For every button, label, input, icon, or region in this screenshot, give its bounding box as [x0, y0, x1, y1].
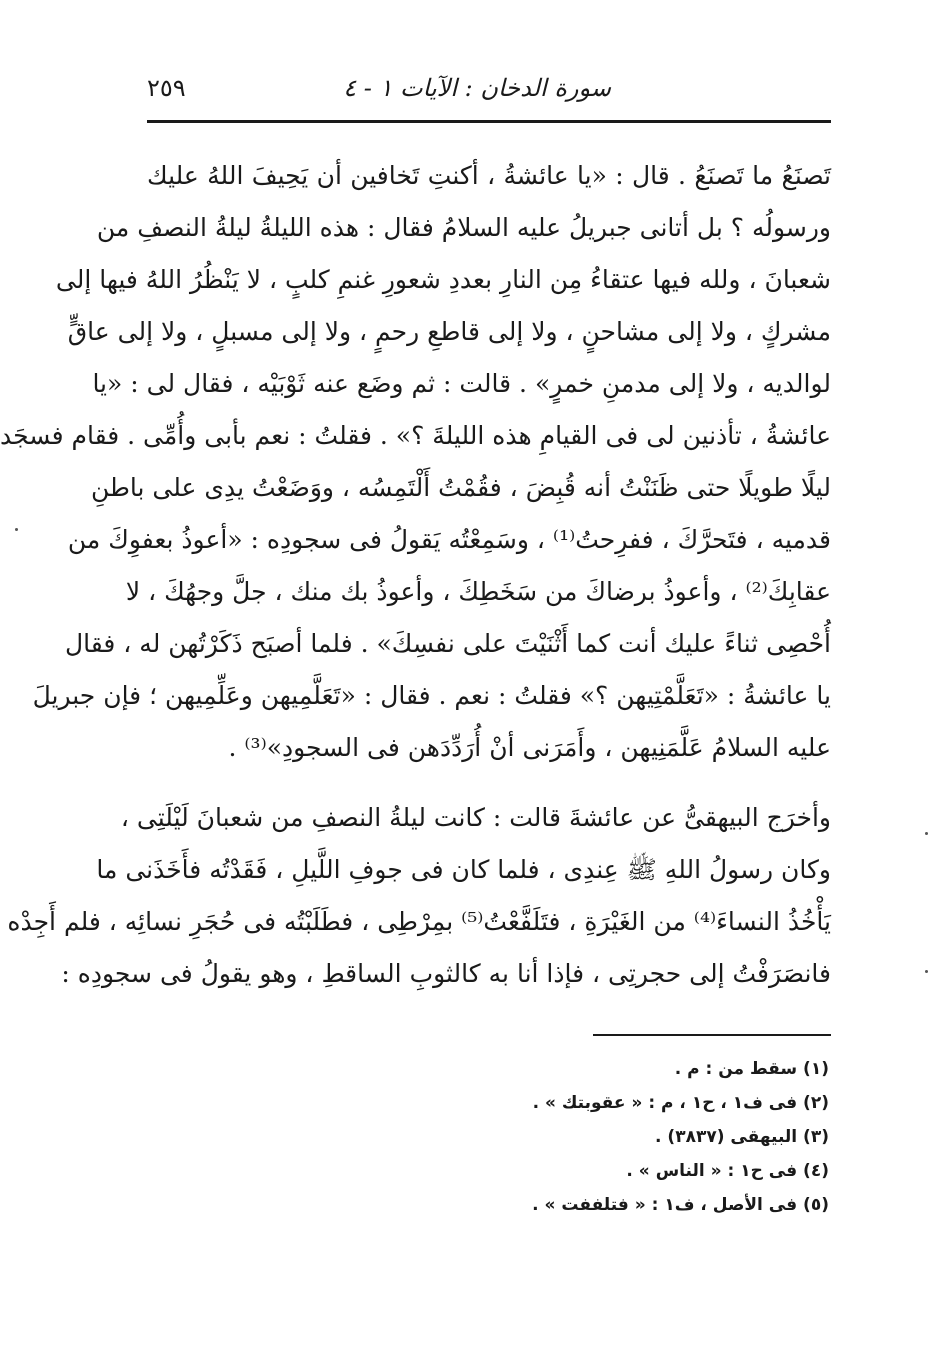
- text-line: تَصنَعُ ما تَصنَعُ . قال : «يا عائشةُ ، أكنتِ تَخافين أن يَحِيفَ اللهُ عليك: [147, 161, 831, 190]
- header-divider: [147, 120, 831, 123]
- chapter-title: سورة الدخان : الآيات ١ - ٤: [343, 74, 611, 102]
- footnote: (٢) فى ف١ ، ح١ ، م : « عقوبتك » .: [532, 1093, 829, 1113]
- paragraph-2: [7, 792, 831, 1000]
- footnote: (٥) فى الأصل ، ف١ : « فتلففت » .: [532, 1195, 829, 1215]
- text-line: شعبانَ ، ولله فيها عتقاءُ مِن النارِ بعددِ شعورِ غنمِ كلبٍ ، لا يَنْظُرُ اللهُ فيها إلى: [55, 265, 831, 294]
- scan-speck: [15, 528, 18, 531]
- text-line: وأخرَج البيهقىُّ عن عائشةَ قالت : كانت ليلةُ النصفِ من شعبانَ لَيْلَتِى ،: [120, 803, 831, 832]
- text-line: فانصَرَفْتُ إلى حجرتِى ، فإذا أنا به كالثوبِ الساقطِ ، وهو يقولُ فى سجودِه :: [61, 959, 831, 988]
- footnote: (١) سقط من : م .: [674, 1059, 829, 1079]
- text-line: عائشةُ ، تأذنين لى فى القيامِ هذه الليلةَ ؟» . فقلتُ : نعم بأبى وأُمِّى . فقام فسجَد: [0, 421, 831, 450]
- text-line: وكان رسولُ اللهِ ﷺ عِندِى ، فلما كان فى جوفِ اللَّيلِ ، فَقَدْتُه فأَخَذَنى ما: [96, 855, 831, 884]
- paragraph-1: [0, 150, 831, 774]
- footnotes: [429, 1052, 829, 1222]
- footnote: (٣) البيهقى (٣٨٣٧) .: [655, 1127, 829, 1147]
- text-line: أُحْصِى ثناءً عليك أنت كما أَثْنَيْتَ على نفسِكَ» . فلما أصبَح ذَكَرْتُهن له ، فقال: [64, 629, 831, 658]
- text-line: ورسولُه ؟ بل أتانى جبريلُ عليه السلامُ فقال : هذه الليلةُ ليلةُ النصفِ من: [96, 213, 831, 242]
- footnote: (٤) فى ح١ : « الناس » .: [626, 1161, 829, 1181]
- text-line: لوالديه ، ولا إلى مدمنِ خمرٍ» . قالت : ثم وضَع عنه ثَوْبَيْه ، فقال لى : «يا: [92, 369, 831, 398]
- text-line: يا عائشةُ : «تَعَلَّمْتِيهن ؟» فقلتُ : نعم . فقال : «تَعَلَّمِيهن وعَلِّمِيهن ؛ فإن جبريلَ: [32, 681, 831, 710]
- text-line: يَأْخُذُ النساءَ⁽⁴⁾ من الغَيْرَةِ ، فتَلَفَّعْتُ⁽⁵⁾ بمِرْطِى ، فطَلَبْتُه فى حُجَرِ نسائِه ، فلم أَجِدْه: [7, 907, 831, 936]
- text-line: مشركٍ ، ولا إلى مشاحنٍ ، ولا إلى قاطعِ رحمٍ ، ولا إلى مسبلٍ ، ولا إلى عاقٍّ: [67, 317, 831, 346]
- text-line: ليلًا طويلًا حتى ظَنَنْتُ أنه قُبِضَ ، فقُمْتُ أَلْتَمِسُه ، ووَضَعْتُ يدِى على باطنِ: [90, 473, 831, 502]
- page-number: ٢٥٩: [147, 74, 186, 102]
- scan-speck: [925, 970, 928, 973]
- footnote-divider: [593, 1034, 831, 1036]
- running-header: [147, 70, 829, 106]
- scan-speck: [925, 832, 928, 835]
- text-line: قدميه ، فتَحرَّكَ ، ففرِحتُ⁽¹⁾ ، وسَمِعْتُه يَقولُ فى سجودِه : «أعوذُ بعفوِكَ من: [67, 525, 831, 554]
- text-line: عقابِكَ⁽²⁾ ، وأعوذُ برضاكَ من سَخَطِكَ ، وأعوذُ بك منك ، جلَّ وجهُكَ ، لا: [125, 577, 831, 606]
- text-line: عليه السلامُ عَلَّمَنِيهن ، وأَمَرَنى أنْ أُرَدِّدَهن فى السجودِ»⁽³⁾ .: [228, 733, 831, 762]
